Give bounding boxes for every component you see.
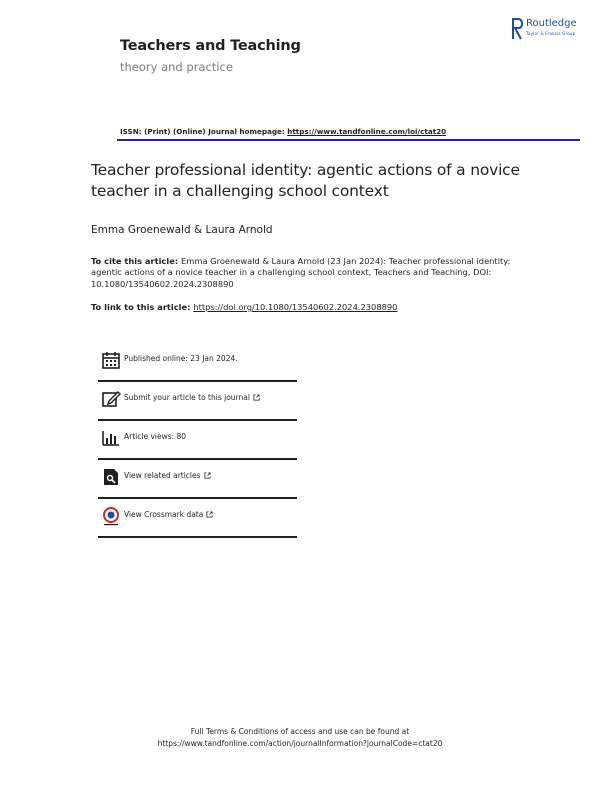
publisher-tagline: Taylor & Francis Group <box>526 31 576 36</box>
row-divider <box>98 380 297 382</box>
article-authors: Emma Groenewald & Laura Arnold <box>91 224 273 236</box>
crossmark-row[interactable] <box>98 506 297 544</box>
external-link-icon <box>204 472 211 479</box>
routledge-logo-icon <box>511 18 523 40</box>
issn-line <box>120 127 446 136</box>
publisher-logo <box>511 18 591 42</box>
published-online-text: Published online: 23 Jan 2024. <box>124 354 238 363</box>
external-link-icon <box>206 511 213 518</box>
link-label: To link to this article: <box>91 302 194 312</box>
article-title: Teacher professional identity: agentic actions of a novice teacher in a challenging school context <box>91 161 520 200</box>
article-views-text: Article views: 80 <box>124 432 187 441</box>
published-online-row <box>98 350 297 388</box>
footer <box>0 726 600 749</box>
issn-prefix: ISSN: (Print) (Online) Journal homepage: <box>120 127 288 136</box>
external-link-icon <box>253 394 260 401</box>
related-articles-row[interactable] <box>98 467 297 505</box>
row-divider <box>98 458 297 460</box>
row-divider <box>98 497 297 499</box>
crossmark-icon <box>101 506 121 526</box>
row-divider <box>98 419 297 421</box>
related-articles-label: View related articles <box>124 471 201 480</box>
related-articles-link[interactable] <box>124 471 211 480</box>
article-views-row <box>98 428 297 466</box>
submit-article-row[interactable] <box>98 389 297 427</box>
citation-label: To cite this article: <box>91 256 182 266</box>
related-articles-icon <box>101 467 121 487</box>
article-doi-link[interactable]: https://doi.org/10.1080/13540602.2024.2308890 <box>193 302 398 312</box>
article-link-line <box>91 302 397 312</box>
footer-terms-text: Full Terms & Conditions of access and use can be found at <box>190 727 410 736</box>
submit-article-label: Submit your article to this journal <box>124 393 250 402</box>
citation-text: Emma Groenewald & Laura Arnold (23 Jan 2024): Teacher professional identity: agentic actions of a novice teacher in a challenging school context, Teachers and Teaching, DOI: 10.1080/13540602.2024.2308890 <box>91 256 511 289</box>
journal-subtitle: theory and practice <box>120 60 233 74</box>
crossmark-link[interactable] <box>124 510 213 519</box>
submit-article-link[interactable] <box>124 393 260 402</box>
edit-icon <box>101 389 121 409</box>
footer-terms-link[interactable]: https://www.tandfonline.com/action/journalInformation?journalCode=ctat20 <box>157 738 443 748</box>
journal-homepage-link[interactable]: https://www.tandfonline.com/loi/ctat20 <box>287 127 447 136</box>
bar-chart-icon <box>101 428 121 448</box>
crossmark-label: View Crossmark data <box>124 510 204 519</box>
header-divider <box>117 139 580 141</box>
calendar-icon <box>101 350 121 370</box>
publisher-name: Routledge <box>526 18 577 29</box>
citation-block <box>91 256 541 290</box>
row-divider <box>98 536 297 538</box>
journal-title: Teachers and Teaching <box>120 38 301 54</box>
